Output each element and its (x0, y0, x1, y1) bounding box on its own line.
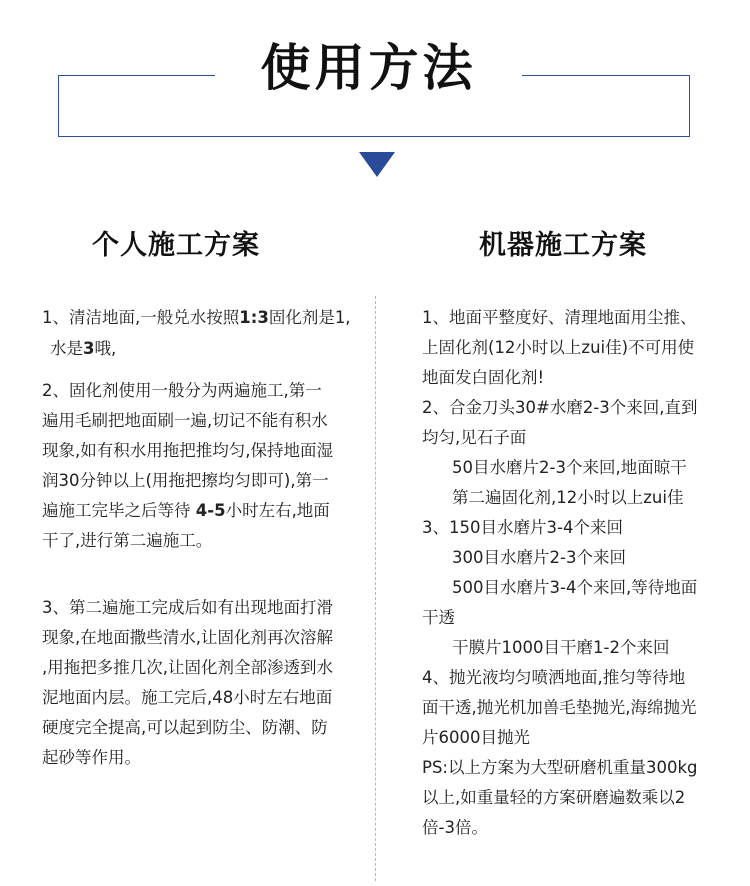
right-line-3: 地面发白固化剂! (422, 368, 545, 387)
text-span: 小时左右,地面 (225, 501, 330, 520)
right-line-6: 50目水磨片2-3个来回,地面晾干 (452, 458, 687, 477)
ratio-bold: 1:3 (239, 308, 269, 327)
right-line-1: 1、地面平整度好、清理地面用尘推、 (422, 308, 697, 327)
left-step-2-line-3: 现象,如有积水用拖把推均匀,保持地面湿 (42, 441, 333, 460)
left-step-3-line-5: 硬度完全提高,可以起到防尘、防潮、防 (42, 718, 328, 737)
left-step-3-line-1: 3、第二遍施工完成后如有出现地面打滑 (42, 598, 333, 617)
right-line-16: PS:以上方案为大型研磨机重量300kg (422, 758, 698, 777)
text-span: 水是 (50, 339, 83, 358)
left-column-heading: 个人施工方案 (92, 230, 260, 261)
water-bold: 3 (83, 339, 95, 358)
right-line-5: 均匀,见石子面 (422, 428, 527, 447)
right-line-10: 500目水磨片3-4个来回,等待地面 (452, 578, 698, 597)
text-span: 哦, (94, 339, 117, 358)
right-line-4: 2、合金刀头30#水磨2-3个来回,直到 (422, 398, 698, 417)
column-divider (375, 296, 376, 881)
right-line-13: 4、抛光液均匀喷洒地面,推匀等待地 (422, 668, 686, 687)
hours-bold: 4-5 (195, 501, 226, 520)
right-line-18: 倍-3倍。 (422, 818, 488, 837)
right-line-12: 干膜片1000目干磨1-2个来回 (452, 638, 670, 657)
left-step-1-line-2 (50, 334, 116, 364)
right-column-heading: 机器施工方案 (479, 230, 647, 261)
title-line-left (58, 75, 215, 76)
right-line-8: 3、150目水磨片3-4个来回 (422, 518, 623, 537)
left-step-1-line-1 (42, 303, 351, 333)
left-step-2-line-4: 润30分钟以上(用拖把擦均匀即可),第一 (42, 471, 329, 490)
left-step-2-line-1: 2、固化剂使用一般分为两遍施工,第一 (42, 381, 322, 400)
left-step-2-line-2: 遍用毛刷把地面刷一遍,切记不能有积水 (42, 411, 328, 430)
text-span: 1、清洁地面,一般兑水按照 (42, 308, 240, 327)
right-line-7: 第二遍固化剂,12小时以上zui佳 (452, 488, 684, 507)
right-line-9: 300目水磨片2-3个来回 (452, 548, 626, 567)
left-step-2-line-5 (42, 496, 330, 526)
text-span: 遍施工完毕之后等待 (42, 501, 196, 520)
right-line-2: 上固化剂(12小时以上zui佳)不可用使 (422, 338, 695, 357)
page-title: 使用方法 (260, 39, 477, 97)
right-line-14: 面干透,抛光机加兽毛垫抛光,海绵抛光 (422, 698, 697, 717)
left-step-3-line-2: 现象,在地面撒些清水,让固化剂再次溶解 (42, 628, 333, 647)
right-line-11: 干透 (422, 608, 455, 627)
text-span: 固化剂是1, (268, 308, 351, 327)
right-line-15: 片6000目抛光 (422, 728, 530, 747)
down-arrow-icon (359, 152, 395, 177)
title-line-right (522, 75, 689, 76)
left-step-3-line-3: ,用拖把多推几次,让固化剂全部渗透到水 (42, 658, 333, 677)
right-line-17: 以上,如重量轻的方案研磨遍数乘以2 (422, 788, 686, 807)
left-step-3-line-4: 泥地面内层。施工完后,48小时左右地面 (42, 688, 333, 707)
left-step-3-line-6: 起砂等作用。 (42, 748, 141, 767)
left-step-2-line-6: 干了,进行第二遍施工。 (42, 531, 213, 550)
